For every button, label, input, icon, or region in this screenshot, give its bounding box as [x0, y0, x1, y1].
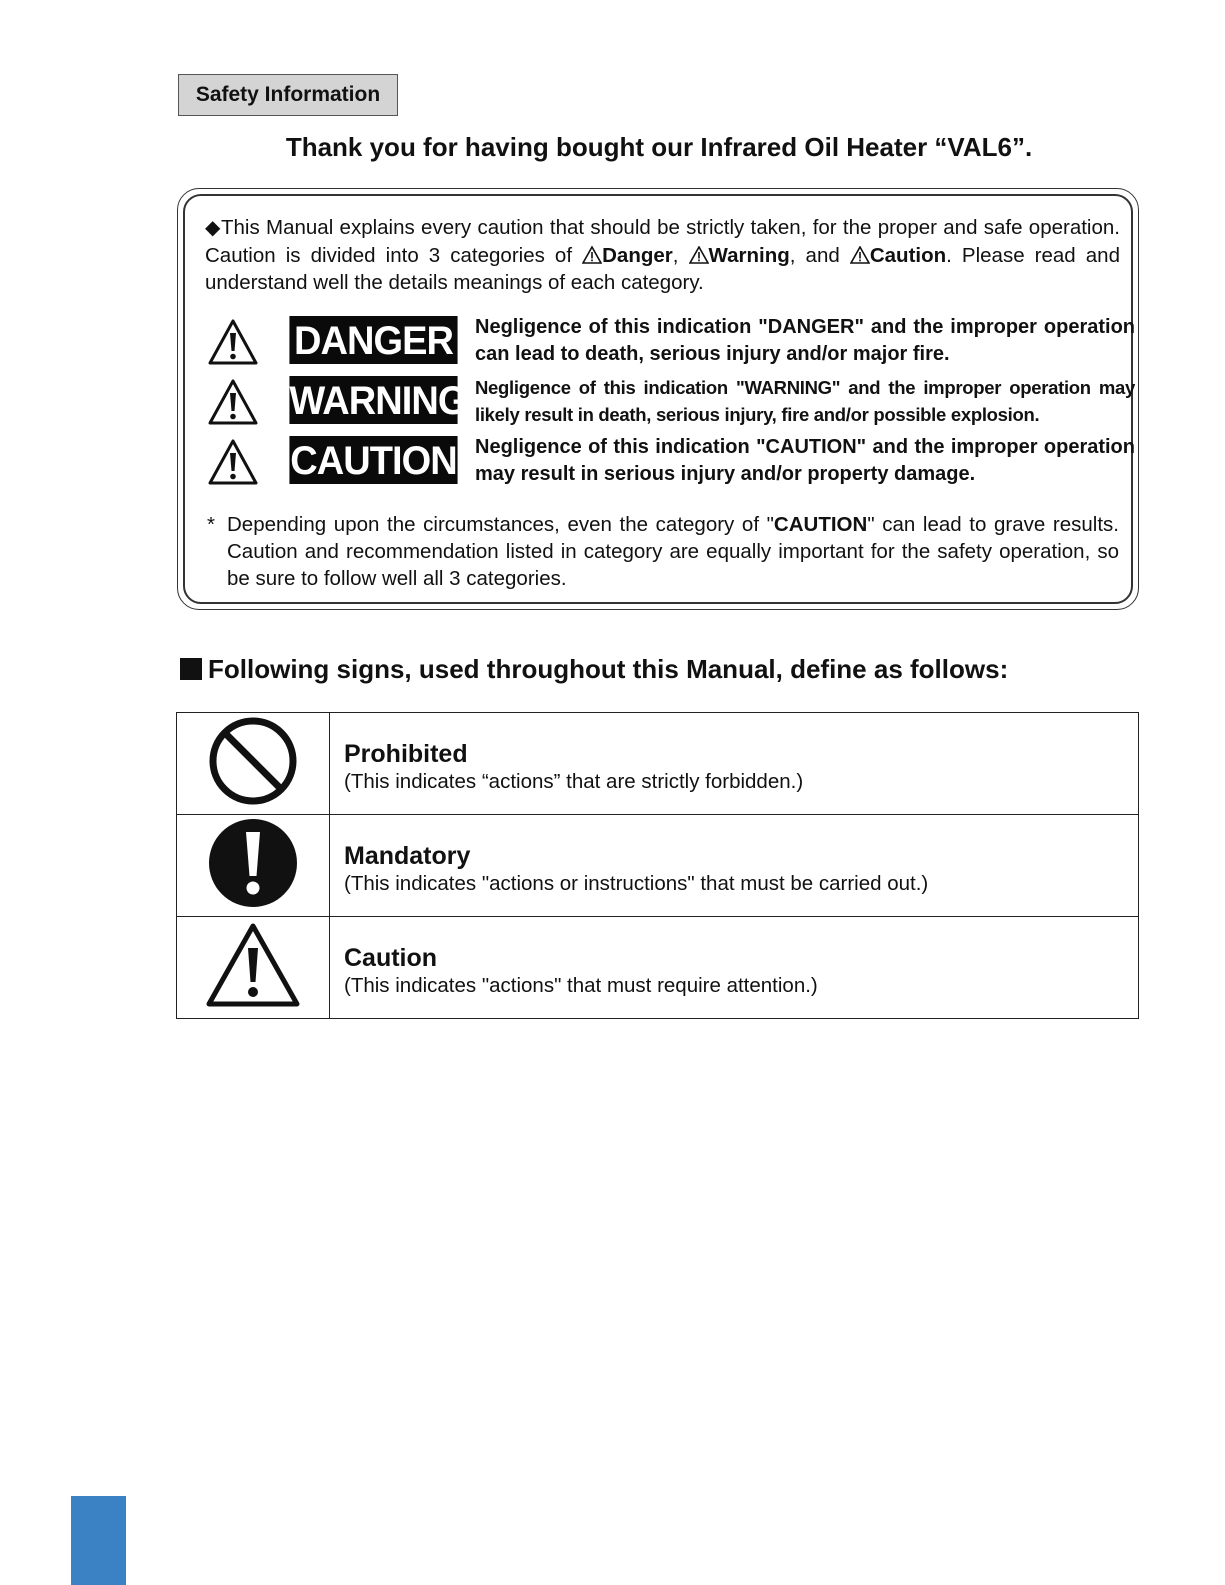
- warning-word: Warning: [708, 244, 790, 267]
- prohibited-icon: [208, 716, 298, 806]
- caution-level-row: [203, 434, 1133, 490]
- signs-heading-text: Following signs, used throughout this Manual, define as follows:: [208, 654, 1009, 684]
- intro-text-part2: . Please read and understand well the details meanings of each category.: [205, 244, 1120, 294]
- warning-triangle-icon: [207, 438, 259, 486]
- sign-title: Prohibited: [344, 739, 468, 768]
- square-bullet-icon: [180, 658, 202, 680]
- notice-intro: [205, 214, 1120, 296]
- icon-cell: [177, 917, 330, 1019]
- danger-description: Negligence of this indication "DANGER" and the improper operation can lead to death, serious injury and/or major fire.: [475, 316, 1135, 365]
- safety-notice-inner: [183, 194, 1133, 604]
- note-text: [227, 511, 1119, 592]
- warning-description: Negligence of this indication "WARNING" and the improper operation may likely result in death, serious injury, fire and/or possible explosion.: [475, 377, 1135, 425]
- sign-description: (This indicates “actions” that are strictly forbidden.): [344, 769, 804, 793]
- separator-text: , and: [789, 244, 850, 267]
- small-warning-triangle-icon: [850, 246, 870, 264]
- circumstances-note: [207, 511, 1119, 592]
- sign-text-cell: [330, 917, 1139, 1019]
- note-text-part1: Depending upon the circumstances, even the category of ": [227, 513, 774, 536]
- small-warning-triangle-icon: [689, 246, 709, 264]
- section-label: Safety Information: [178, 74, 398, 116]
- sign-text-cell: [330, 713, 1139, 815]
- mandatory-icon: [208, 818, 298, 908]
- warning-badge: WARNING: [289, 376, 457, 424]
- safety-notice-box: [177, 188, 1139, 610]
- danger-word: Danger: [602, 244, 673, 267]
- icon-cell: [177, 815, 330, 917]
- caution-icon: [205, 922, 301, 1008]
- sign-text-cell: [330, 815, 1139, 917]
- asterisk-icon: *: [207, 513, 215, 536]
- sign-description: (This indicates "actions" that must require attention.): [344, 973, 818, 997]
- signs-heading: [180, 654, 1140, 685]
- caution-word: Caution: [869, 244, 947, 267]
- page-color-tab: [71, 1496, 126, 1585]
- warning-triangle-icon: [207, 378, 259, 426]
- caution-badge: CAUTION: [289, 436, 457, 484]
- danger-badge: DANGER: [289, 316, 457, 364]
- danger-level-row: [203, 314, 1133, 370]
- sign-title: Mandatory: [344, 841, 471, 870]
- note-caution-word: CAUTION: [773, 513, 868, 536]
- small-warning-triangle-icon: [582, 246, 602, 264]
- sign-title: Caution: [344, 943, 438, 972]
- intro-text-part1: This Manual explains every caution that should be strictly taken, for the proper and safe operation. Caution is divided into 3 categories of: [205, 216, 1120, 267]
- icon-cell: [177, 713, 330, 815]
- table-row: [177, 713, 1139, 815]
- note-text-part2: " can lead to grave results. Caution and recommendation listed in category are equally important for the safety operation, so be sure to follow well all 3 categories.: [227, 513, 1119, 590]
- table-row: [177, 917, 1139, 1019]
- diamond-bullet-icon: ◆: [205, 217, 221, 239]
- separator-text: ,: [672, 244, 689, 267]
- caution-description: Negligence of this indication "CAUTION" and the improper operation may result in serious injury and/or property damage.: [475, 436, 1135, 485]
- table-row: [177, 815, 1139, 917]
- thank-you-heading: Thank you for having bought our Infrared Oil Heater “VAL6”.: [285, 132, 1033, 162]
- sign-description: (This indicates "actions or instructions" that must be carried out.): [344, 871, 929, 895]
- warning-level-row: [203, 374, 1133, 430]
- signs-table: [176, 712, 1139, 1019]
- warning-triangle-icon: [207, 318, 259, 366]
